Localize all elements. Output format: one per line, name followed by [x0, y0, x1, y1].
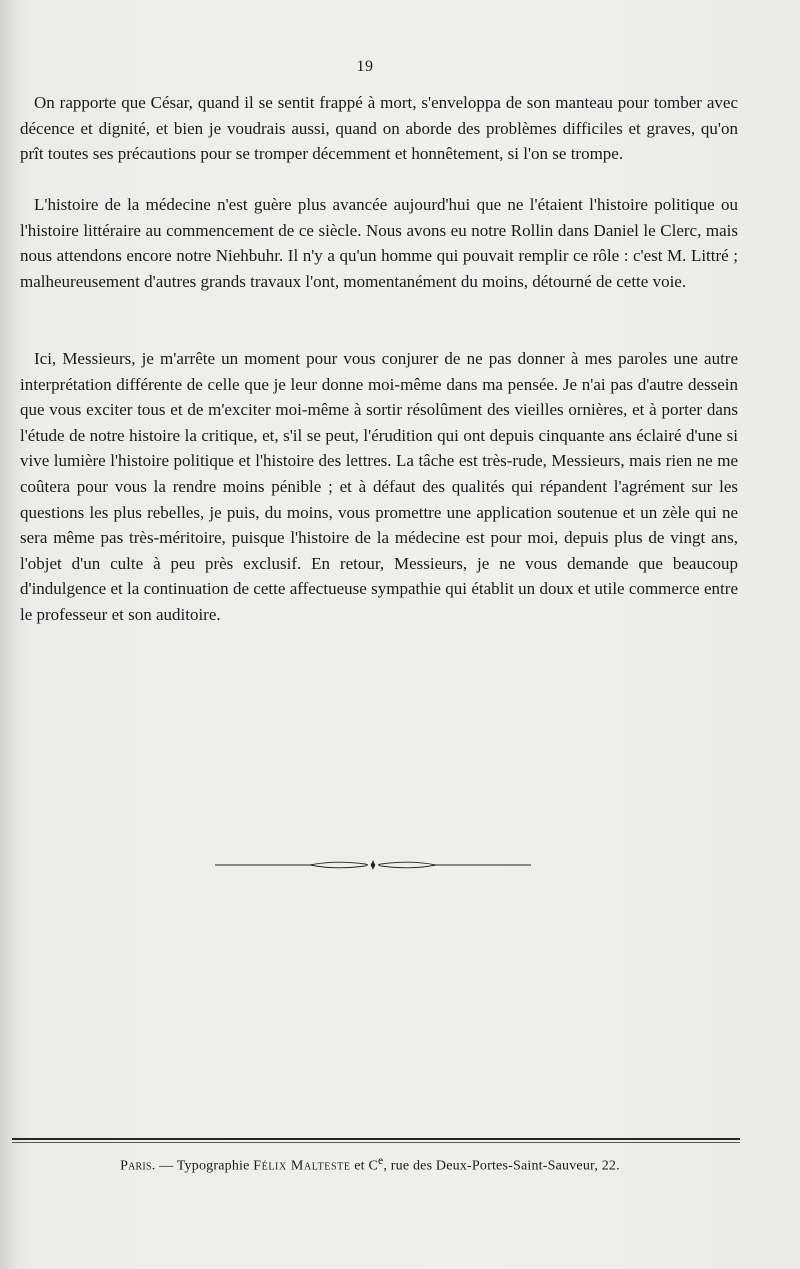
- paragraph-cesar: [20, 90, 738, 167]
- page-number: 19: [356, 58, 374, 75]
- imprint-text-after: et C: [350, 1158, 379, 1174]
- imprint-printer-name: Félix Malteste: [253, 1158, 351, 1174]
- imprint-dash: —: [155, 1158, 177, 1174]
- printer-imprint: [0, 1154, 740, 1175]
- paragraph-address-to-audience: [20, 346, 738, 628]
- paragraph-history-of-medicine: [20, 192, 738, 294]
- paragraph-text: Ici, Messieurs, je m'arrête un moment pour vous conjurer de ne pas donner à mes paroles une autre interprétation différente de celle que je leur donne moi-même dans ma pensée. Je n'ai pas d'autre dessein que vous exciter tous et de m'exciter moi-même à sortir résolûment des vieilles ornières, et à porter dans l'étude de notre histoire la critique, et, s'il se peut, l'érudition qui ont depuis cinquante ans éclairé d'une si vive lumière l'histoire politique et l'histoire des lettres. La tâche est très-rude, Messieurs, mais rien ne me coûtera pour vous la rendre moins pénible ; et à défaut des qualités qui répandent l'agrément sur les questions les plus rebelles, je puis, du moins, vous promettre une application soutenue et un zèle qui ne sera même pas très-méritoire, puisque l'histoire de la médecine est pour moi, depuis plus de vingt ans, l'objet d'un culte à peu près exclusif. En retour, Messieurs, je ne vous demande que beaucoup d'indulgence et la continuation de cette affectueuse sympathie qui établit un doux et utile commerce entre le professeur et son auditoire.: [20, 349, 738, 624]
- imprint-text-before: Typographie: [176, 1158, 254, 1174]
- paragraph-text: On rapporte que César, quand il se sentit frappé à mort, s'enveloppa de son manteau pour tomber avec décence et dignité, et bien je voudrais aussi, quand on aborde des problèmes difficiles et graves, qu'on prît toutes ses précautions pour se tromper décemment et honnêtement, si l'on se trompe.: [20, 93, 738, 164]
- footer-rule: [12, 1138, 740, 1140]
- footer-rule-thin: [12, 1142, 740, 1143]
- imprint-superscript: e: [378, 1154, 384, 1167]
- imprint-address: , rue des Deux-Portes-Saint-Sauveur, 22.: [383, 1158, 620, 1174]
- ornamental-divider: [215, 858, 531, 872]
- imprint-city: Paris.: [120, 1158, 156, 1174]
- paragraph-text: L'histoire de la médecine n'est guère plus avancée aujourd'hui que ne l'étaient l'histoire politique ou l'histoire littéraire au commencement de ce siècle. Nous avons eu notre Rollin dans Daniel le Clerc, mais nous attendons encore notre Niehbuhr. Il n'y a qu'un homme qui pouvait remplir ce rôle : c'est M. Littré ; malheureusement d'autres grands travaux l'ont, momentanément du moins, détourné de cette voie.: [20, 195, 738, 291]
